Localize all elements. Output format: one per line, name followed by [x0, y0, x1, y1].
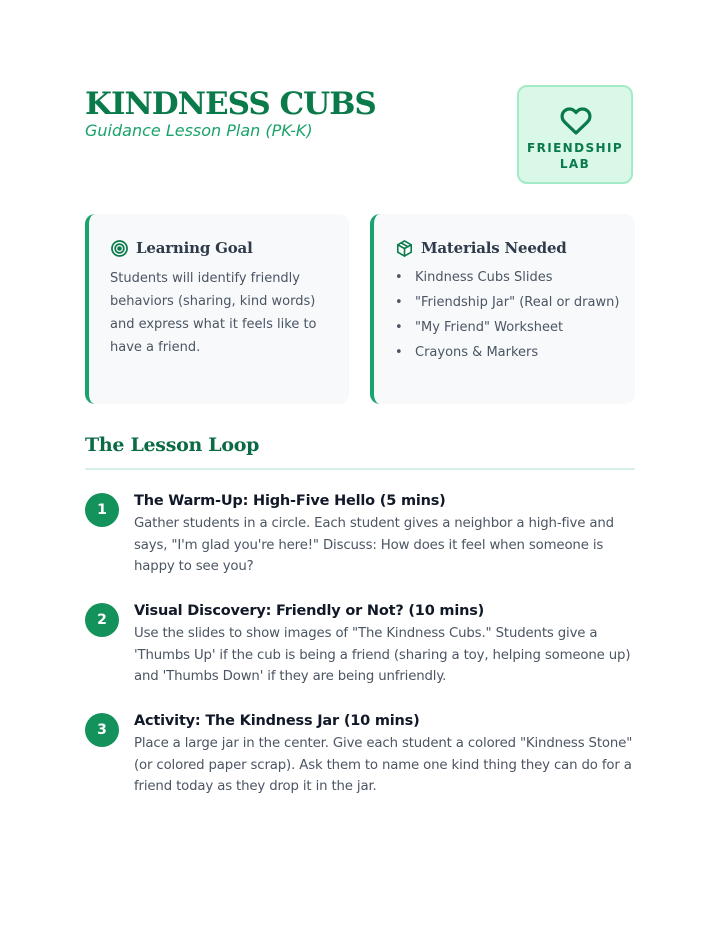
step-description: Place a large jar in the center. Give each student a colored "Kindness Stone" (or colored paper scrap). Ask them to name one kind thing they can do for a friend today as they drop it in the jar. — [134, 736, 633, 794]
learning-goal-text: Students will identify friendly behaviors (sharing, kind words) and express what it feels like to have a friend. — [110, 271, 317, 355]
section-title: The Lesson Loop — [85, 434, 260, 456]
materials-item: • "My Friend" Worksheet — [395, 317, 630, 339]
materials-list — [395, 267, 630, 367]
box-icon — [395, 239, 414, 258]
step-title: Activity: The Kindness Jar (10 mins) — [134, 713, 420, 729]
materials-title: Materials Needed — [421, 239, 567, 257]
materials-item: • "Friendship Jar" (Real or drawn) — [395, 292, 630, 314]
page-title: KINDNESS CUBS — [85, 86, 376, 122]
badge-label — [519, 140, 631, 172]
page-subtitle: Guidance Lesson Plan (PK-K) — [85, 121, 313, 140]
heart-icon — [559, 105, 593, 137]
step-title: Visual Discovery: Friendly or Not? (10 mins) — [134, 603, 485, 619]
section-divider — [85, 468, 635, 470]
learning-goal-card — [85, 214, 349, 404]
step-number-badge: 3 — [85, 713, 119, 747]
learning-goal-header — [110, 238, 253, 258]
materials-item: • Crayons & Markers — [395, 342, 630, 364]
step-description: Use the slides to show images of "The Kindness Cubs." Students give a 'Thumbs Up' if the cub is being a friend (sharing a toy, helping someone up) and 'Thumbs Down' if they are being unfriendly. — [134, 626, 631, 684]
step-number-badge: 2 — [85, 603, 119, 637]
badge-label-line2: LAB — [559, 157, 591, 171]
step-title: The Warm-Up: High-Five Hello (5 mins) — [134, 493, 446, 509]
step-description: Gather students in a circle. Each student gives a neighbor a high-five and says, "I'm glad you're here!" Discuss: How does it feel when someone is happy to see you? — [134, 516, 614, 574]
materials-item: • Kindness Cubs Slides — [395, 267, 630, 289]
badge-label-line1: FRIENDSHIP — [526, 141, 624, 155]
lesson-plan-page — [85, 0, 635, 932]
learning-goal-title: Learning Goal — [136, 239, 253, 257]
materials-header — [395, 238, 567, 258]
target-icon — [110, 239, 129, 258]
step-number-badge: 1 — [85, 493, 119, 527]
friendship-lab-badge — [517, 85, 633, 184]
materials-card — [370, 214, 635, 404]
